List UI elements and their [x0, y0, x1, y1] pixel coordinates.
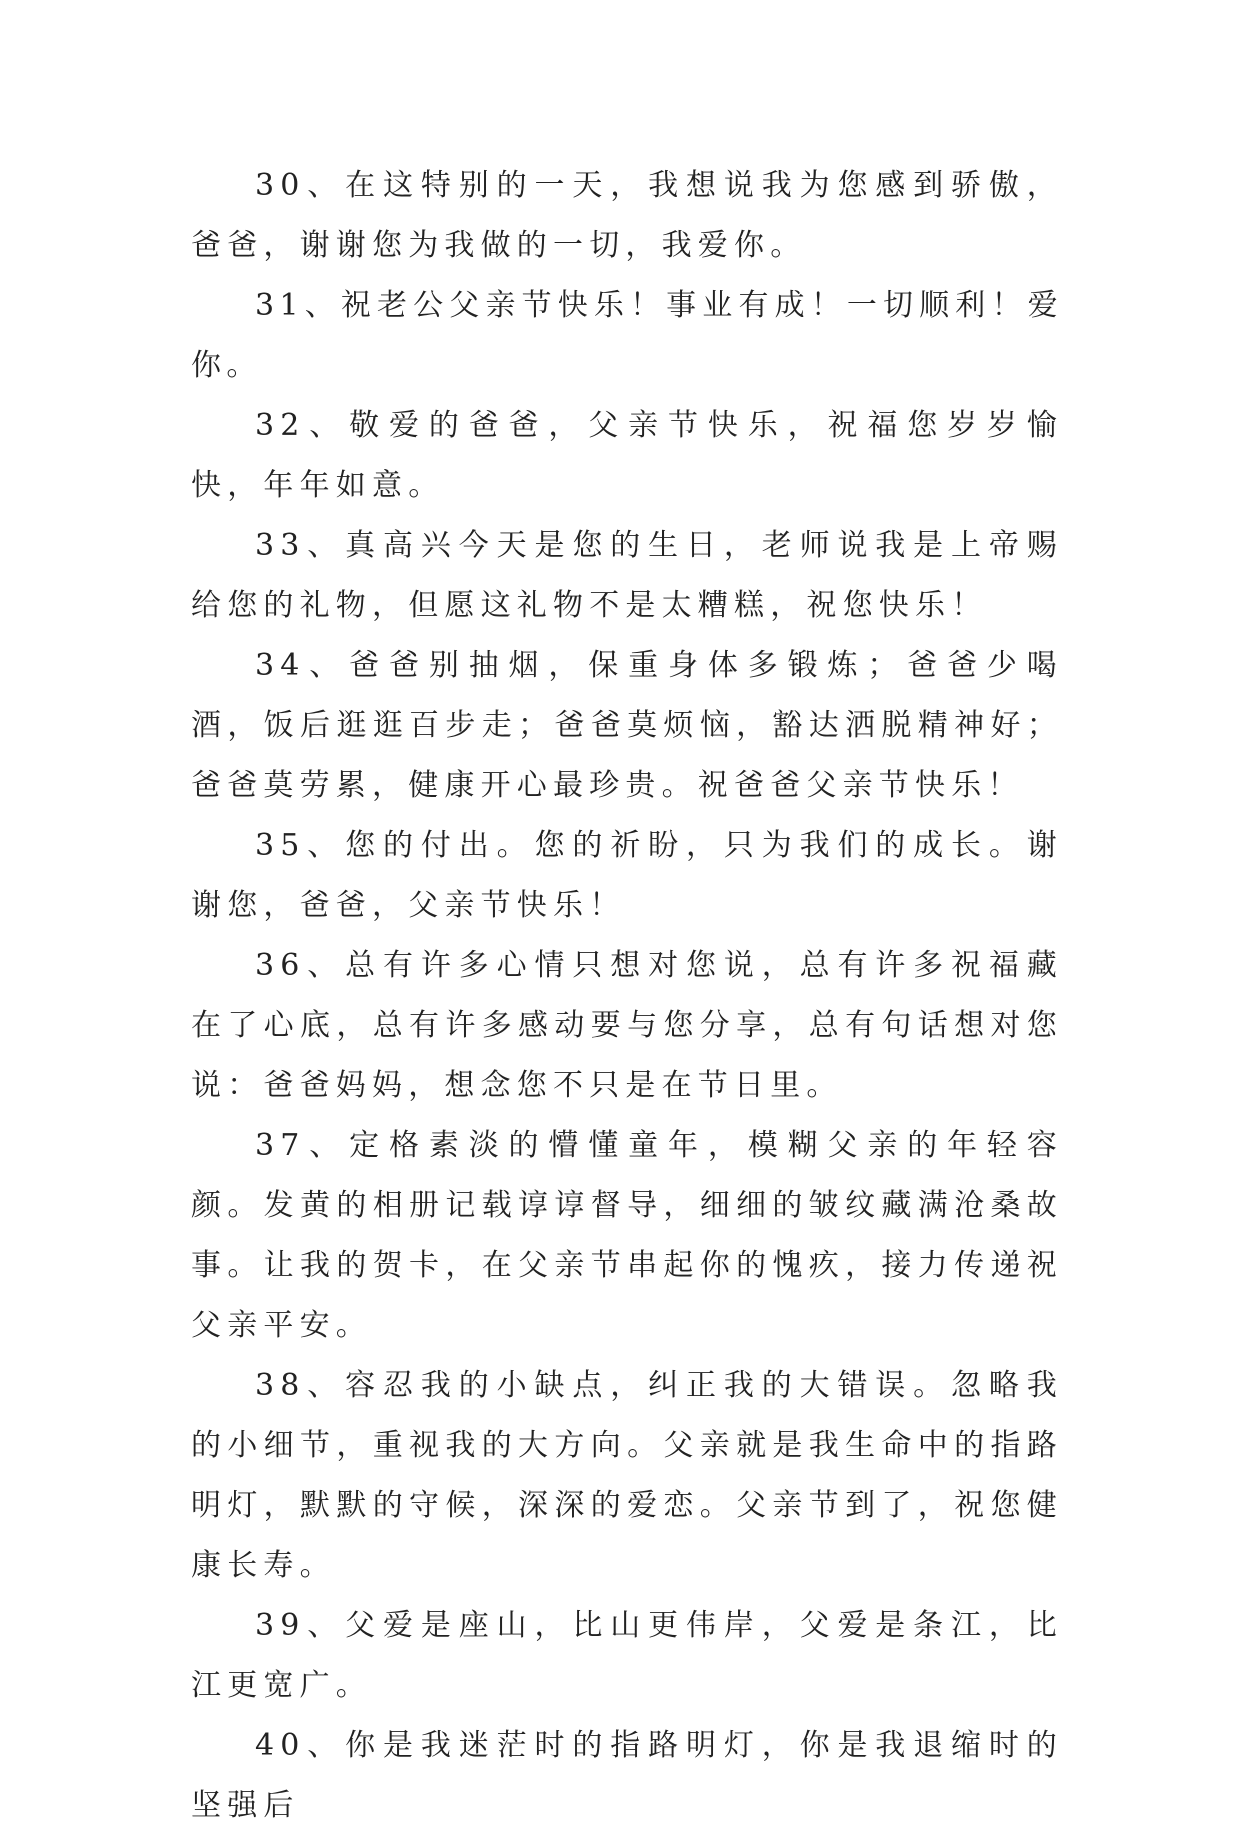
- paragraph-40: 40、你是我迷茫时的指路明灯，你是我退缩时的坚强后: [191, 1728, 1063, 1823]
- paragraph-31: 31、祝老公父亲节快乐！事业有成！一切顺利！爱你。: [191, 288, 1063, 383]
- paragraph-34: 34、爸爸别抽烟，保重身体多锻炼；爸爸少喝酒，饭后逛逛百步走；爸爸莫烦恼，豁达洒脱精神好；爸爸莫劳累，健康开心最珍贵。祝爸爸父亲节快乐！: [191, 648, 1063, 803]
- paragraph-39: 39、父爱是座山，比山更伟岸，父爱是条江，比江更宽广。: [191, 1608, 1063, 1703]
- paragraph-30: 30、在这特别的一天，我想说我为您感到骄傲，爸爸，谢谢您为我做的一切，我爱你。: [191, 168, 1063, 263]
- paragraph-35: 35、您的付出。您的祈盼，只为我们的成长。谢谢您，爸爸，父亲节快乐！: [191, 828, 1063, 923]
- paragraph-32: 32、敬爱的爸爸，父亲节快乐，祝福您岁岁愉快，年年如意。: [191, 408, 1063, 503]
- paragraph-38: 38、容忍我的小缺点，纠正我的大错误。忽略我的小细节，重视我的大方向。父亲就是我生命中的指路明灯，默默的守候，深深的爱恋。父亲节到了，祝您健康长寿。: [191, 1368, 1063, 1583]
- paragraph-33: 33、真高兴今天是您的生日，老师说我是上帝赐给您的礼物，但愿这礼物不是太糟糕，祝您快乐！: [191, 528, 1063, 623]
- paragraph-36: 36、总有许多心情只想对您说，总有许多祝福藏在了心底，总有许多感动要与您分享，总有句话想对您说：爸爸妈妈，想念您不只是在节日里。: [191, 948, 1063, 1103]
- document-body: [191, 156, 1063, 1836]
- paragraph-37: 37、定格素淡的懵懂童年，模糊父亲的年轻容颜。发黄的相册记载谆谆督导，细细的皱纹藏满沧桑故事。让我的贺卡，在父亲节串起你的愧疚，接力传递祝父亲平安。: [191, 1128, 1063, 1343]
